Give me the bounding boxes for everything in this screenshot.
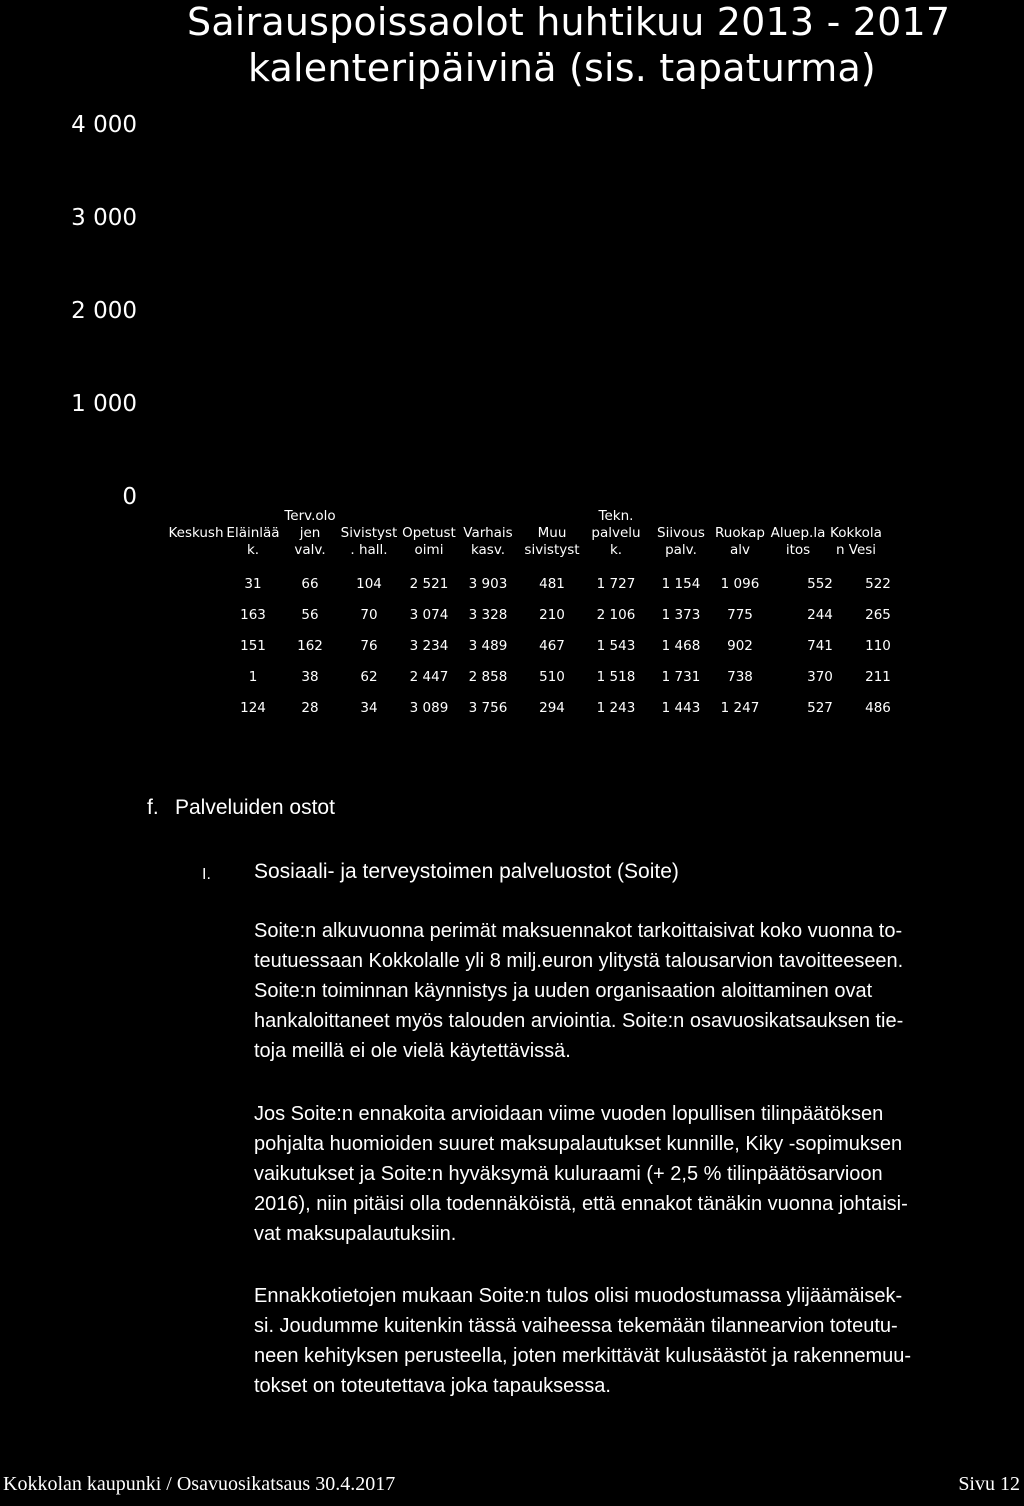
category-label: Kokkola n Vesi	[830, 525, 882, 558]
table-cell: 2 106	[596, 607, 636, 623]
table-cell: 104	[356, 576, 382, 592]
table-cell: 110	[865, 638, 891, 654]
table-cell: 3 234	[409, 638, 449, 654]
table-cell: 738	[727, 669, 753, 685]
table-cell: 2 521	[409, 576, 449, 592]
category-label: Ruokap alv	[714, 525, 765, 558]
y-tick-label: 2 000	[71, 298, 137, 324]
category-label: Aluep.la itos	[770, 525, 826, 558]
table-cell: 1 468	[661, 638, 701, 654]
table-cell: 902	[727, 638, 753, 654]
table-cell: 34	[360, 700, 378, 716]
category-label: Opetust oimi	[402, 525, 456, 558]
table-cell: 244	[807, 607, 833, 623]
subsection-title: Sosiaali- ja terveystoimen palveluostot (Soite)	[254, 860, 679, 883]
table-cell: 2 858	[468, 669, 508, 685]
y-tick-label: 1 000	[71, 391, 137, 417]
table-cell: 28	[301, 700, 319, 716]
table-cell: 486	[865, 700, 891, 716]
footer-left: Kokkolan kaupunki / Osavuosikatsaus 30.4.2017	[3, 1473, 396, 1495]
table-cell: 1 543	[596, 638, 636, 654]
table-cell: 370	[807, 669, 833, 685]
table-cell: 1 154	[661, 576, 701, 592]
table-cell: 467	[539, 638, 565, 654]
table-cell: 162	[297, 638, 323, 654]
y-tick-label: 0	[122, 484, 137, 510]
table-cell: 163	[240, 607, 266, 623]
paragraph: Soite:n alkuvuonna perimät maksuennakot tarkoittaisivat koko vuonna to- teutuessaan Kokkolalle yli 8 milj.euron ylitystä talousarvion tavoitteeseen. Soite:n toiminnan käynnistys ja uuden organisaation aloittaminen ovat hankaloittaneet myös talouden arviointia. Soite:n osavuosikatsauksen tie- toja meillä ei ole vielä käytettävissä.	[254, 920, 904, 1062]
table-cell: 1 731	[661, 669, 701, 685]
table-cell: 1 443	[661, 700, 701, 716]
table-cell: 3 756	[468, 700, 508, 716]
table-cell: 527	[807, 700, 833, 716]
table-cell: 124	[240, 700, 266, 716]
table-cell: 1 373	[661, 607, 701, 623]
table-cell: 70	[360, 607, 378, 623]
table-cell: 1 096	[720, 576, 760, 592]
table-cell: 294	[539, 700, 565, 716]
table-cell: 56	[301, 607, 319, 623]
table-cell: 1 727	[596, 576, 636, 592]
table-cell: 1 518	[596, 669, 636, 685]
table-cell: 741	[807, 638, 833, 654]
subsection-marker: I.	[202, 866, 211, 883]
table-cell: 3 089	[409, 700, 449, 716]
table-cell: 3 489	[468, 638, 508, 654]
table-cell: 211	[865, 669, 891, 685]
table-cell: 1 243	[596, 700, 636, 716]
page-number: Sivu 12	[958, 1473, 1020, 1495]
category-label: Siivous palv.	[657, 525, 705, 558]
table-cell: 62	[360, 669, 378, 685]
table-cell: 3 328	[468, 607, 508, 623]
table-cell: 775	[727, 607, 753, 623]
section-letter: f.	[147, 796, 159, 819]
table-cell: 481	[539, 576, 565, 592]
section-title: Palveluiden ostot	[175, 796, 335, 819]
table-cell: 510	[539, 669, 565, 685]
table-cell: 1 247	[720, 700, 760, 716]
chart-title-line: Sairauspoissaolot huhtikuu 2013 - 2017	[187, 0, 951, 44]
table-cell: 66	[301, 576, 319, 592]
category-label: Eläinlää k.	[226, 525, 280, 558]
category-label: Sivistyst . hall.	[340, 525, 398, 558]
category-label: Muu sivistyst	[524, 525, 580, 558]
category-label: Tekn. palvelu k.	[591, 508, 641, 558]
y-tick-label: 3 000	[71, 205, 137, 231]
paragraph: Ennakkotietojen mukaan Soite:n tulos olisi muodostumassa ylijäämäisek- si. Joudumme kuitenkin tässä vaiheessa tekemään tilannearvion toteutu- neen kehityksen perusteella, joten merkittävät kulusäästöt ja rakennemuu- tokset on toteutettava joka tapauksessa.	[254, 1285, 912, 1397]
table-cell: 151	[240, 638, 266, 654]
category-label: Keskush	[168, 525, 224, 541]
y-tick-label: 4 000	[71, 112, 137, 138]
table-cell: 210	[539, 607, 565, 623]
table-cell: 38	[301, 669, 319, 685]
table-cell: 522	[865, 576, 891, 592]
category-label: Varhais kasv.	[463, 525, 513, 558]
table-cell: 2 447	[409, 669, 449, 685]
category-label: Terv.olo jen valv.	[284, 508, 336, 558]
table-cell: 552	[807, 576, 833, 592]
chart-title-line: kalenteripäivinä (sis. tapaturma)	[248, 46, 876, 90]
table-cell: 265	[865, 607, 891, 623]
table-cell: 1	[248, 669, 258, 685]
table-cell: 76	[360, 638, 378, 654]
table-cell: 3 903	[468, 576, 508, 592]
table-cell: 31	[244, 576, 262, 592]
table-cell: 3 074	[409, 607, 449, 623]
paragraph: Jos Soite:n ennakoita arvioidaan viime vuoden lopullisen tilinpäätöksen pohjalta huomioiden suuret maksupalautukset kunnille, Kiky -sopimuksen vaikutukset ja Soite:n hyväksymä kuluraami (+ 2,5 % tilinpäätösarvioon 2016), niin pitäisi olla todennäköistä, että ennakot tänäkin vuonna johtaisi- vat maksupalautuksiin.	[254, 1103, 908, 1245]
